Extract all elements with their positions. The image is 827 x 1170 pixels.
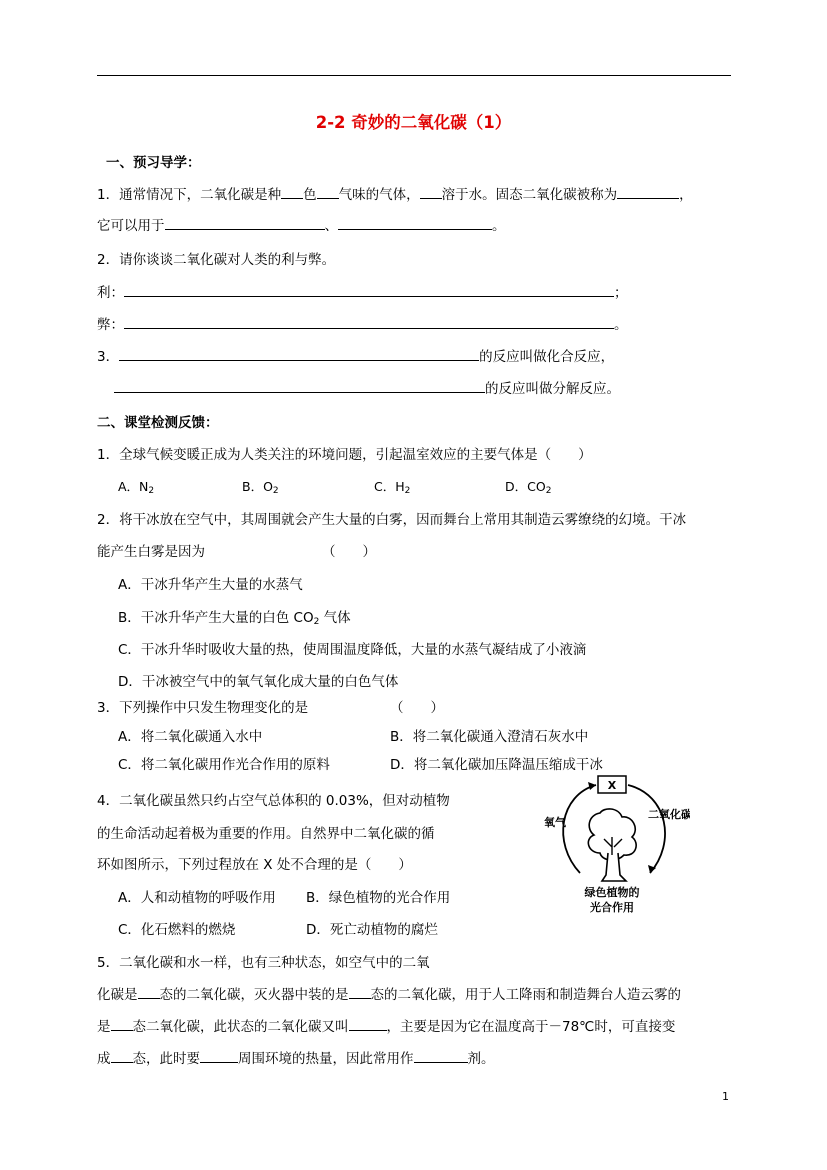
carbon-cycle-figure — [540, 773, 690, 923]
arrow-head-left — [588, 782, 596, 790]
section2-heading: 二、课堂检测反馈： — [97, 415, 219, 431]
text: 态，此时要 — [132, 1051, 200, 1067]
text: 。 — [492, 218, 506, 234]
blank-line[interactable] — [317, 184, 339, 199]
s2-q2-stem2: 能产生白雾是因为 — [97, 544, 205, 560]
s2-q4-stem1: 4．二氧化碳虽然只约占空气总体积的 0.03%，但对动植物 — [97, 793, 450, 809]
blank-line[interactable] — [111, 1016, 133, 1031]
subscript: 2 — [404, 486, 411, 496]
s2-q1-optA — [118, 477, 154, 496]
tree-icon — [588, 809, 636, 881]
co2-label: 二氧化碳 — [648, 808, 690, 821]
blank-line[interactable] — [414, 1048, 468, 1063]
s2-q4-optA: A．人和动植物的呼吸作用 — [118, 890, 276, 906]
blank-line[interactable] — [617, 184, 679, 199]
blank-line[interactable] — [124, 314, 614, 329]
text: 成 — [97, 1051, 111, 1067]
s2-q2-bracket: （ ） — [322, 544, 376, 560]
s2-q4-optC: C．化石燃料的燃烧 — [118, 922, 236, 938]
s1-q2-benefit — [97, 281, 628, 301]
s1-q1-line2 — [97, 214, 506, 234]
s1-q2-prompt: 2．请你谈谈二氧化碳对人类的利与弊。 — [97, 252, 336, 268]
text: 弊： — [97, 317, 124, 333]
page-number: 1 — [722, 1090, 729, 1103]
oxygen-label: 氧气 — [544, 816, 566, 829]
s2-q4-stem2: 的生命活动起着极为重要的作用。自然界中二氧化碳的循 — [97, 826, 435, 842]
s2-q3-optD: D．将二氧化碳加压降温压缩成干冰 — [390, 757, 603, 773]
text: 态二氧化碳，此状态的二氧化碳又叫 — [132, 1019, 349, 1035]
s2-q2-stem1: 2．将干冰放在空气中，其周围就会产生大量的白雾，因而舞台上常用其制造云雾缭绕的幻境。干冰 — [97, 512, 687, 528]
blank-line[interactable] — [338, 215, 492, 230]
caption-line1: 绿色植物的 — [584, 886, 640, 899]
option-text: D．CO — [505, 479, 546, 494]
s2-q4-optB: B．绿色植物的光合作用 — [306, 890, 451, 906]
blank-line[interactable] — [349, 984, 371, 999]
option-text: A．N — [118, 479, 149, 494]
s2-q5-line1: 5．二氧化碳和水一样，也有三种状态，如空气中的二氧 — [97, 955, 430, 971]
text: 化碳是 — [97, 987, 138, 1003]
s2-q3-bracket: （ ） — [390, 700, 444, 716]
s2-q1-optB — [242, 477, 279, 496]
blank-line[interactable] — [114, 378, 485, 393]
blank-line[interactable] — [349, 1016, 387, 1031]
s2-q3-optB: B．将二氧化碳通入澄清石灰水中 — [390, 729, 589, 745]
text: 气味的气体， — [338, 187, 420, 203]
subscript: 2 — [313, 617, 320, 627]
text: 是 — [97, 1019, 111, 1035]
section1-heading: 一、预习导学： — [106, 155, 201, 171]
option-text: B．O — [242, 479, 273, 494]
subscript: 2 — [272, 486, 279, 496]
page-title: 2-2 奇妙的二氧化碳（1） — [315, 113, 512, 132]
s2-q2-optA: A．干冰升华产生大量的水蒸气 — [118, 577, 303, 593]
text: ， — [679, 187, 693, 203]
subscript: 2 — [545, 486, 552, 496]
text: 的反应叫做分解反应。 — [485, 381, 620, 397]
subscript: 2 — [148, 486, 155, 496]
text: 3． — [97, 349, 120, 365]
blank-line[interactable] — [200, 1048, 238, 1063]
text: 。 — [614, 317, 628, 333]
blank-line[interactable] — [281, 184, 303, 199]
s2-q5-line3 — [97, 1015, 675, 1035]
text: 溶于水。固态二氧化碳被称为 — [441, 187, 618, 203]
s2-q3-stem: 3．下列操作中只发生物理变化的是 — [97, 700, 309, 716]
s1-q3-line1 — [97, 345, 614, 365]
s2-q2-optB — [118, 606, 351, 627]
s1-q3-line2 — [114, 377, 620, 397]
s1-q1-line1 — [97, 183, 693, 203]
s2-q4-stem3: 环如图所示，下列过程放在 X 处不合理的是（ ） — [97, 857, 412, 873]
s2-q1-stem: 1．全球气候变暖正成为人类关注的环境问题，引起温室效应的主要气体是（ ） — [97, 447, 592, 463]
header-rule — [97, 75, 731, 76]
text: ； — [614, 285, 628, 301]
text: 、 — [324, 218, 338, 234]
option-text: C．H — [374, 479, 405, 494]
s2-q1-optC — [374, 477, 410, 496]
carbon-cycle-diagram — [540, 773, 690, 923]
text: 利： — [97, 285, 124, 301]
text: ，主要是因为它在温度高于－78℃时，可直接变 — [386, 1019, 676, 1035]
text: 剂。 — [467, 1051, 495, 1067]
x-box-label: X — [607, 779, 617, 792]
blank-line[interactable] — [138, 984, 160, 999]
s1-q2-harm — [97, 313, 628, 333]
text: 色 — [303, 187, 317, 203]
blank-line[interactable] — [420, 184, 442, 199]
option-text: 气体 — [319, 610, 351, 626]
text: 1．通常情况下，二氧化碳是种 — [97, 187, 282, 203]
s2-q2-optC: C．干冰升华时吸收大量的热，使周围温度降低，大量的水蒸气凝结成了小液滴 — [118, 642, 587, 658]
caption-line2: 光合作用 — [590, 901, 634, 914]
s2-q5-line2 — [97, 983, 681, 1003]
option-text: B．干冰升华产生大量的白色 CO — [118, 610, 314, 626]
blank-line[interactable] — [124, 282, 614, 297]
text: 的反应叫做化合反应， — [479, 349, 615, 365]
s2-q4-optD: D．死亡动植物的腐烂 — [306, 922, 438, 938]
text: 周围环境的热量，因此常用作 — [238, 1051, 414, 1067]
text: 态的二氧化碳，灭火器中装的是 — [159, 987, 349, 1003]
blank-line[interactable] — [165, 215, 325, 230]
blank-line[interactable] — [119, 346, 479, 361]
text: 它可以用于 — [97, 218, 165, 234]
s2-q1-optD — [505, 477, 551, 496]
s2-q5-line4 — [97, 1047, 495, 1067]
s2-q3-optC: C．将二氧化碳用作光合作用的原料 — [118, 757, 330, 773]
s2-q3-optA: A．将二氧化碳通入水中 — [118, 729, 263, 745]
s2-q2-optD: D．干冰被空气中的氧气氧化成大量的白色气体 — [118, 674, 399, 690]
text: 态的二氧化碳，用于人工降雨和制造舞台人造云雾的 — [370, 987, 681, 1003]
blank-line[interactable] — [111, 1048, 133, 1063]
